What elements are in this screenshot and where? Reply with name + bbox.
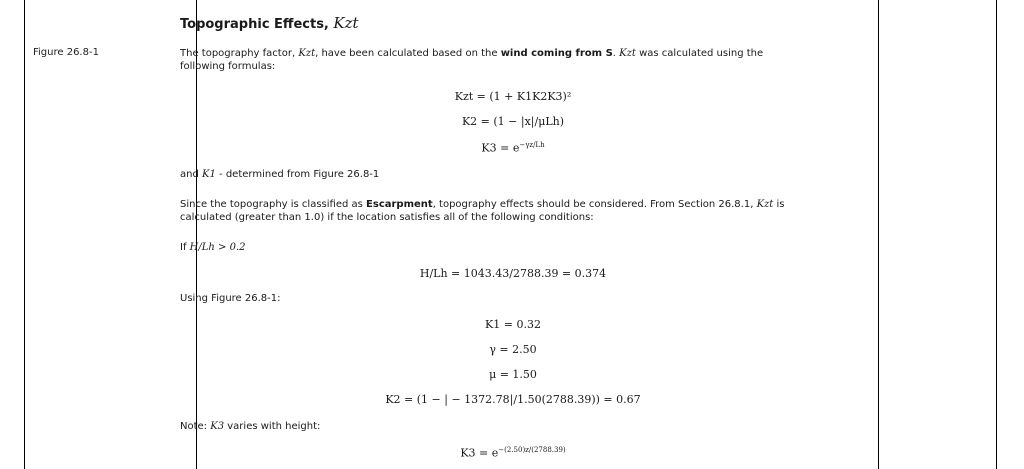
- formula-k3-final-base: K3 = e: [460, 446, 499, 460]
- classification-text-2: , topography effects should be considered. From Section 26.8.1,: [432, 199, 754, 210]
- using-figure-label: Using Figure 26.8-1:: [180, 293, 281, 304]
- k1-note-variable: K1: [202, 169, 216, 180]
- wind-direction-text: wind coming from S: [500, 48, 613, 59]
- formula-k3-final: [180, 446, 846, 460]
- intro-text-line2: following formulas:: [180, 61, 276, 72]
- intro-var-kzt-2: Kzt: [619, 48, 636, 59]
- value-k2-calculation: K2 = (1 − | − 1372.78|/1.50(2788.39)) = 0.67: [385, 393, 641, 406]
- section-title-variable: Kzt: [333, 14, 359, 32]
- classification-var-kzt: Kzt: [756, 199, 774, 210]
- value-gamma: γ = 2.50: [489, 343, 537, 356]
- k1-note-suffix: - determined from Figure 26.8-1: [219, 169, 380, 180]
- formula-k3-exponent: −γz/Lh: [519, 141, 545, 149]
- intro-text-1: The topography factor,: [180, 48, 296, 59]
- value-k1: K1 = 0.32: [485, 318, 541, 331]
- k3-height-note: [180, 420, 830, 433]
- formula-k2: K2 = (1 − |x|/μLh): [461, 115, 565, 128]
- formula-k3: [180, 141, 846, 155]
- escarpment-text: Escarpment: [366, 199, 433, 210]
- classification-paragraph: [180, 198, 830, 224]
- classification-text-line2: calculated (greater than 1.0) if the location satisfies all of the following conditions:: [180, 212, 594, 223]
- note-prefix: Note:: [180, 421, 208, 432]
- formula-k3-base: K3 = e: [481, 141, 520, 155]
- side-reference-label: Figure 26.8-1: [33, 47, 99, 58]
- column-divider-right: [878, 0, 879, 469]
- formula-kzt: Kzt = (1 + K1K2K3)²: [454, 90, 572, 103]
- k1-note-prefix: and: [180, 169, 199, 180]
- ratio-equation: H/Lh = 1043.43/2788.39 = 0.374: [419, 267, 607, 280]
- intro-text-4: was calculated using the: [639, 48, 764, 59]
- formula-k3-final-exponent: −(2.50)z/(2788.39): [498, 446, 566, 454]
- section-title-text: Topographic Effects,: [180, 17, 329, 32]
- condition-expression: H/Lh > 0.2: [189, 242, 246, 253]
- intro-var-kzt-1: Kzt: [298, 48, 316, 59]
- condition-line: [180, 241, 830, 254]
- section-title: [180, 14, 359, 32]
- intro-paragraph: [180, 47, 830, 73]
- classification-text-3: is: [776, 199, 785, 210]
- note-variable: K3: [210, 421, 225, 432]
- k1-note: [180, 168, 830, 181]
- condition-prefix: If: [180, 242, 187, 253]
- classification-text-1: Since the topography is classified as: [180, 199, 363, 210]
- note-suffix: varies with height:: [227, 421, 321, 432]
- value-mu: μ = 1.50: [489, 368, 537, 381]
- intro-text-3: .: [612, 48, 616, 59]
- intro-text-2: , have been calculated based on the: [315, 48, 498, 59]
